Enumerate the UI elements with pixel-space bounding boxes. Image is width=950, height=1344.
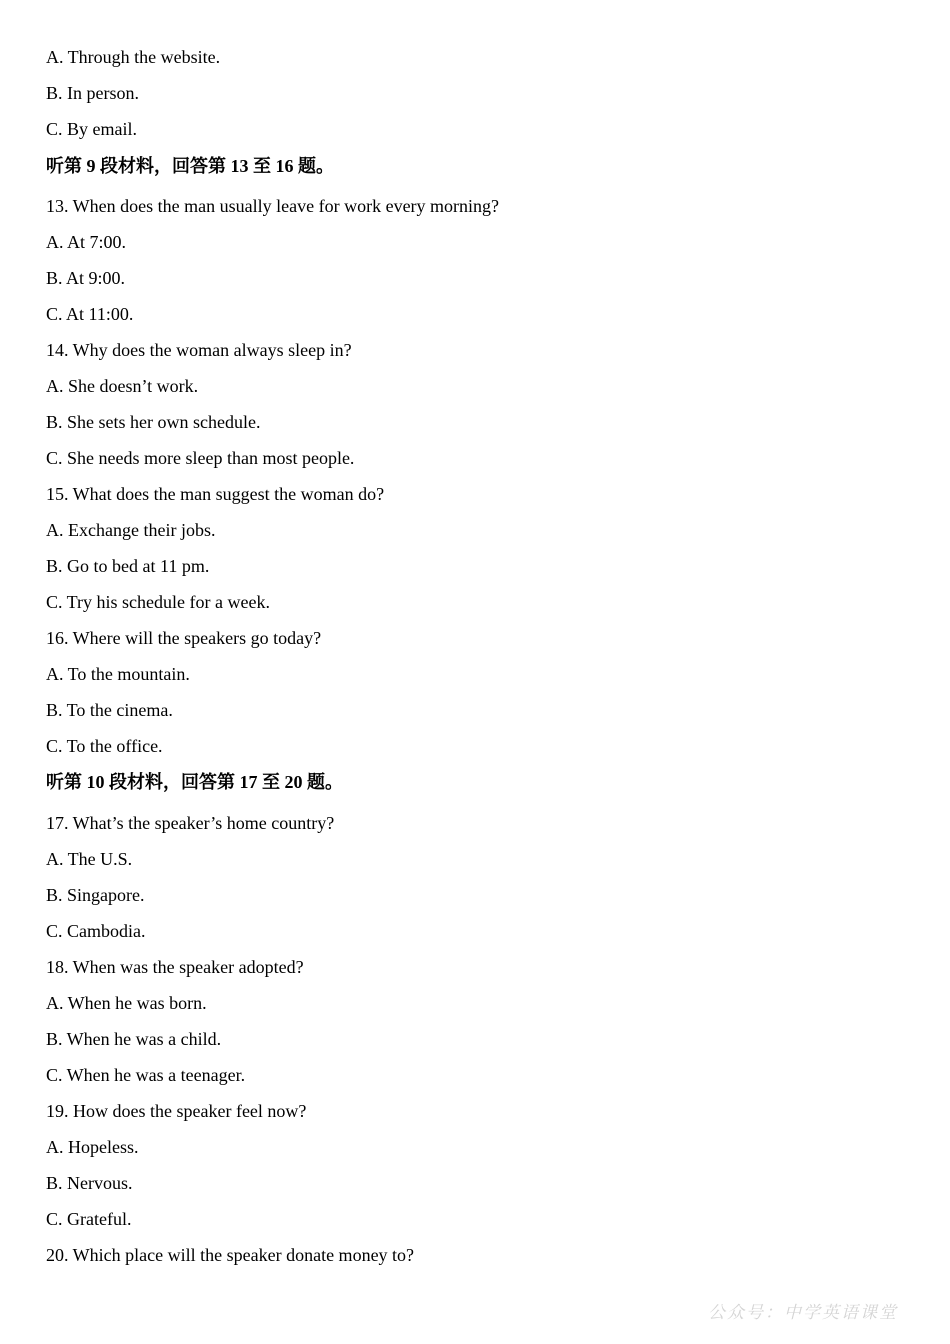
option-b-12: B. In person.: [46, 83, 139, 103]
option-a-14: A. She doesn’t work.: [46, 376, 199, 396]
question-13: 13. When does the man usually leave for work every morning?: [46, 196, 500, 216]
option-c-17: C. Cambodia.: [46, 921, 146, 941]
question-16: 16. Where will the speakers go today?: [46, 628, 322, 648]
option-b-16: B. To the cinema.: [46, 700, 173, 720]
option-a-17: A. The U.S.: [46, 849, 133, 869]
option-c-16: C. To the office.: [46, 736, 163, 756]
option-c-13: C. At 11:00.: [46, 304, 134, 324]
option-b-15: B. Go to bed at 11 pm.: [46, 556, 210, 576]
question-19: 19. How does the speaker feel now?: [46, 1101, 307, 1121]
question-14: 14. Why does the woman always sleep in?: [46, 340, 352, 360]
option-c-18: C. When he was a teenager.: [46, 1065, 246, 1085]
question-17: 17. What’s the speaker’s home country?: [46, 813, 335, 833]
question-15: 15. What does the man suggest the woman do?: [46, 484, 385, 504]
option-a-12: A. Through the website.: [46, 47, 221, 67]
option-a-15: A. Exchange their jobs.: [46, 520, 216, 540]
option-a-16: A. To the mountain.: [46, 664, 190, 684]
question-18: 18. When was the speaker adopted?: [46, 957, 304, 977]
option-b-14: B. She sets her own schedule.: [46, 412, 261, 432]
section-heading-10: 听第 10 段材料，回答第 17 至 20 题。: [46, 772, 343, 792]
option-b-18: B. When he was a child.: [46, 1029, 222, 1049]
option-c-12: C. By email.: [46, 119, 137, 139]
question-20: 20. Which place will the speaker donate money to?: [46, 1245, 415, 1265]
option-c-14: C. She needs more sleep than most people.: [46, 448, 355, 468]
option-c-19: C. Grateful.: [46, 1209, 132, 1229]
option-c-15: C. Try his schedule for a week.: [46, 592, 270, 612]
option-b-17: B. Singapore.: [46, 885, 145, 905]
option-a-19: A. Hopeless.: [46, 1137, 139, 1157]
watermark: 公众号：中学英语课堂: [708, 1303, 898, 1323]
option-a-13: A. At 7:00.: [46, 232, 127, 252]
option-b-13: B. At 9:00.: [46, 268, 126, 288]
option-b-19: B. Nervous.: [46, 1173, 133, 1193]
section-heading-9: 听第 9 段材料，回答第 13 至 16 题。: [46, 156, 334, 176]
option-a-18: A. When he was born.: [46, 993, 207, 1013]
